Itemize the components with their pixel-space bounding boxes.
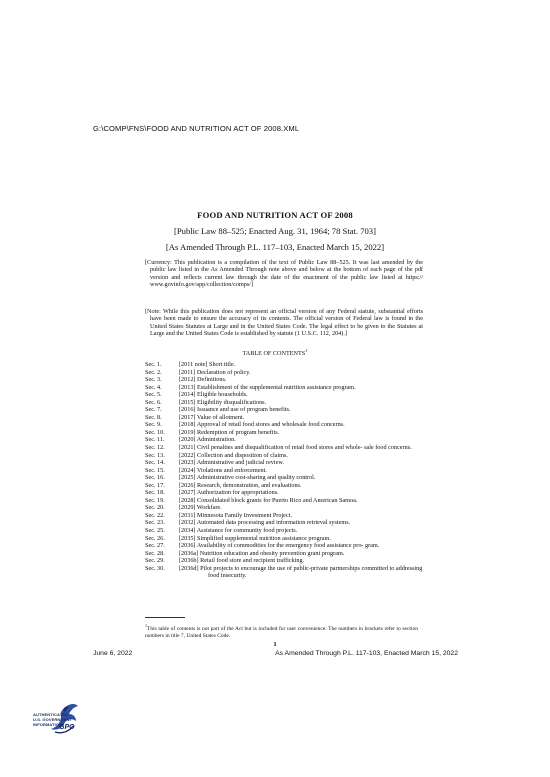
- amended-through-citation: [As Amended Through P.L. 117–103, Enacted March 15, 2022]: [165, 242, 385, 252]
- toc-entry-text: [2020] Administration.: [179, 436, 236, 444]
- toc-entry-section: Sec. 23.: [145, 519, 165, 527]
- toc-entry-text: [2022] Collection and disposition of claims.: [179, 451, 288, 459]
- toc-entry-text: [2011] Declaration of policy.: [179, 368, 251, 376]
- toc-entry-section: Sec. 10.: [145, 428, 165, 436]
- toc-entry-text: [2035] Simplified supplemental nutrition assistance program.: [179, 534, 331, 542]
- footnote: [145, 623, 418, 639]
- toc-entry-text: [2031] Minnesota Family Investment Project.: [179, 511, 292, 519]
- disclaimer-note: [Note: While this publication does not represent an official version of any Federal statute, substantial efforts have been made to ensure the accuracy of its contents. The official version of Federal law is found in the United States Statutes at Large and in the United States Code. The legal effect to be given to the Statutes at Large and the United States Code is established by statute (1 U.S.C. 112, 204).]: [145, 308, 423, 338]
- toc-entry-section: Sec. 20.: [145, 504, 165, 512]
- toc-entry: [145, 436, 423, 444]
- footnote-mark: 1: [145, 623, 147, 628]
- toc-entry-text: [2024] Violations and enforcement.: [179, 466, 267, 474]
- footer-date: June 6, 2022: [93, 650, 133, 657]
- toc-entry-text: [2036b] Retail food store and recipient trafficking.: [179, 557, 305, 565]
- footnote-divider: [145, 617, 185, 618]
- toc-entry: [145, 391, 423, 399]
- toc-entry-section: Sec. 26.: [145, 534, 165, 542]
- toc-entry-text: [2036] Availability of commodities for the emergency food assistance pro- gram.: [179, 542, 380, 550]
- toc-entry: [145, 384, 423, 392]
- toc-entry: [145, 399, 423, 407]
- toc-entry: [145, 542, 423, 550]
- toc-entry-text: [2016] Issuance and use of program benefits.: [179, 406, 291, 414]
- toc-entry-text: [2017] Value of allotment.: [179, 413, 245, 421]
- toc-entry: [145, 474, 423, 482]
- toc-entry-section: Sec. 11.: [145, 436, 165, 444]
- toc-entry-text: [2015] Eligibility disqualifications.: [179, 398, 267, 406]
- toc-entry: [145, 557, 423, 565]
- toc-entry-section: Sec. 9.: [145, 421, 162, 429]
- toc-entry-text: [2027] Authorization for appropriations.: [179, 489, 279, 497]
- public-law-citation: [Public Law 88–525; Enacted Aug. 31, 1964; 78 Stat. 703]: [174, 226, 376, 236]
- logo-line-authenticated: AUTHENTICATED: [33, 712, 69, 717]
- toc-entry: [145, 452, 423, 460]
- toc-entry: [145, 421, 423, 429]
- toc-entry-section: Sec. 14.: [145, 459, 165, 467]
- toc-entry-text: [2021] Civil penalties and disqualification of retail food stores and whole- sale food concerns.: [179, 444, 412, 452]
- toc-entry: [145, 369, 423, 377]
- toc-entry: [145, 512, 423, 520]
- logo-line-government: U.S. GOVERNMENT: [33, 717, 73, 722]
- toc-entry: [145, 519, 423, 527]
- toc-entry-section: Sec. 5.: [145, 391, 162, 399]
- toc-entry-text: [2036d] Pilot projects to encourage the use of public-private partnerships committed to addressing food insecurity.: [179, 564, 423, 580]
- toc-entry: [145, 527, 423, 535]
- toc-entry-section: Sec. 16.: [145, 474, 165, 482]
- toc-entry-text: [2032] Automated data processing and information retrieval systems.: [179, 519, 351, 527]
- toc-entry-section: Sec. 7.: [145, 406, 162, 414]
- act-title: FOOD AND NUTRITION ACT OF 2008: [197, 210, 353, 220]
- toc-entry: [145, 376, 423, 384]
- toc-entry-section: Sec. 27.: [145, 542, 165, 550]
- toc-entry-section: Sec. 13.: [145, 451, 165, 459]
- toc-entry-section: Sec. 29.: [145, 557, 165, 565]
- footer-amended-through: As Amended Through P.L. 117-103, Enacted March 15, 2022: [275, 650, 458, 657]
- toc-entry-section: Sec. 8.: [145, 413, 162, 421]
- toc-entry-text: [2012] Definitions.: [179, 376, 227, 384]
- toc-entry-section: Sec. 28.: [145, 549, 165, 557]
- toc-entry: [145, 482, 423, 490]
- toc-footnote-mark: 1: [305, 348, 308, 353]
- toc-entry-section: Sec. 6.: [145, 398, 162, 406]
- table-of-contents: [145, 361, 423, 580]
- toc-entry: [145, 429, 423, 437]
- toc-entry-text: [2034] Assistance for community food projects.: [179, 527, 298, 535]
- toc-entry: [145, 467, 423, 475]
- toc-entry-text: [2018] Approval of retail food stores and wholesale food concerns.: [179, 421, 345, 429]
- toc-entry-text: [2011 note] Short title.: [179, 361, 236, 368]
- toc-entry-text: [2023] Administrative and judicial review.: [179, 459, 284, 467]
- toc-entry: [145, 535, 423, 543]
- footnote-text: This table of contents is not part of the Act but is included for user convenience. The numbers in brackets refer to section numbers in title 7, United States Code.: [145, 625, 418, 639]
- toc-entry-section: Sec. 1.: [145, 361, 162, 368]
- toc-entry-section: Sec. 30.: [145, 564, 165, 572]
- toc-entry-text: [2036a] Nutrition education and obesity prevention grant program.: [179, 549, 345, 557]
- currency-note: [Currency: This publication is a compilation of the text of Public Law 88–525. It was last amended by the public law listed in the As Amended Through note above and below at the bottom of each page of the pdf version and reflects current law through the date of the enactment of the public law listed at https:// www.govinfo.gov/app/collection/comps/]: [145, 259, 423, 289]
- toc-entry-section: Sec. 19.: [145, 496, 165, 504]
- toc-entry-section: Sec. 22.: [145, 511, 165, 519]
- toc-entry-section: Sec. 4.: [145, 383, 162, 391]
- toc-entry: [145, 414, 423, 422]
- toc-entry-section: Sec. 17.: [145, 481, 165, 489]
- toc-entry-text: [2013] Establishment of the supplemental nutrition assistance program.: [179, 383, 356, 391]
- toc-entry: [145, 504, 423, 512]
- page-number: 1: [273, 641, 277, 648]
- toc-entry-text: [2029] Workfare.: [179, 504, 222, 512]
- logo-agency: GPO: [59, 724, 75, 731]
- toc-entry-section: Sec. 3.: [145, 376, 162, 384]
- toc-entry: [145, 406, 423, 414]
- toc-entry-section: Sec. 2.: [145, 368, 162, 376]
- toc-entry: [145, 459, 423, 467]
- toc-entry-text: [2025] Administrative cost-sharing and quality control.: [179, 474, 316, 482]
- toc-entry: [145, 565, 423, 580]
- toc-entry: [145, 489, 423, 497]
- toc-entry: [145, 361, 423, 369]
- logo-line-information: INFORMATION: [33, 722, 63, 727]
- toc-entry-section: Sec. 25.: [145, 527, 165, 535]
- file-path-header: G:\COMP\FNS\FOOD AND NUTRITION ACT OF 2008.XML: [93, 124, 300, 133]
- toc-entry-text: [2019] Redemption of program benefits.: [179, 428, 280, 436]
- toc-entry-text: [2014] Eligible households.: [179, 391, 248, 399]
- toc-heading: [0, 348, 550, 357]
- toc-entry-text: [2028] Consolidated block grants for Puerto Rico and American Samoa.: [179, 496, 358, 504]
- toc-entry-section: Sec. 18.: [145, 489, 165, 497]
- toc-entry: [145, 550, 423, 558]
- toc-heading-text: TABLE OF CONTENTS: [242, 350, 306, 358]
- toc-entry: [145, 444, 423, 452]
- toc-entry: [145, 497, 423, 505]
- toc-entry-section: Sec. 12.: [145, 444, 165, 452]
- toc-entry-text: [2026] Research, demonstration, and evaluations.: [179, 481, 302, 489]
- toc-entry-section: Sec. 15.: [145, 466, 165, 474]
